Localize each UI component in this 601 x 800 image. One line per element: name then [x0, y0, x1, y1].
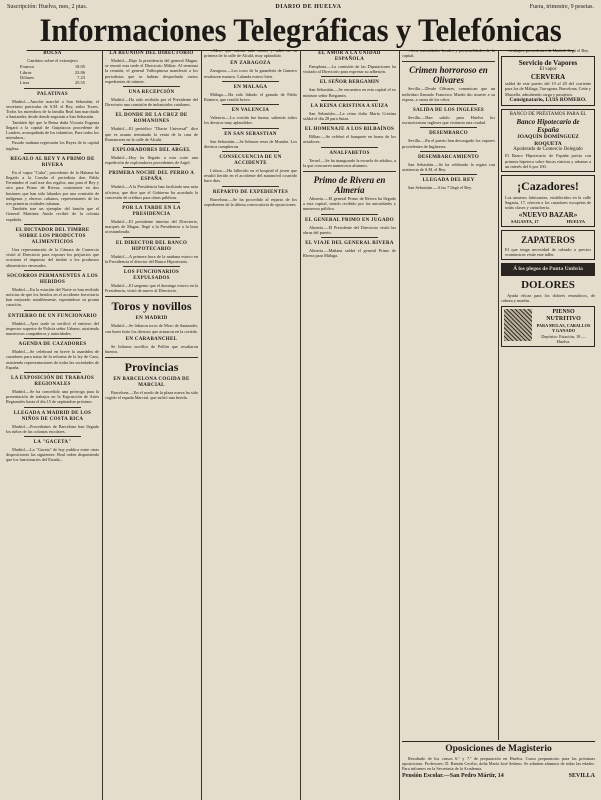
article-text: Madrid.—A primera hora de la mañana estuvo en la Presidencia el director del Banco Hipotecario. — [105, 253, 198, 264]
column-2 — [105, 48, 198, 800]
article-heading: EL HOMENAJE A LOS BILBAÍNOS — [304, 127, 395, 133]
article-heading: DESEMBARCO — [429, 131, 468, 137]
vapores-ad — [501, 56, 595, 106]
oposiciones-text: Resultado de los cursos 6.º y 7.º de preparación en Huelva. Curso preparatorio para las próximas oposiciones. Profesores: D. Ramón Cecilio, doña María José Sedano. Se admiten alumnos de todas las edades. Para informes en la Secretaría de la Academia. — [402, 756, 595, 772]
quarterly-note: Fuera, trimestre, 9 pesetas. — [529, 4, 594, 10]
article-heading: POR LA TARDE EN LA PRESIDENCIA — [122, 206, 181, 218]
article-heading: EL DONDE DE LA CRUZ DE ROMANONES — [115, 113, 188, 125]
article-text: Madrid.—Ha sido recibido por el Presidente del Directorio una comisión de industriales catalanes. — [105, 97, 198, 108]
pienso-sub: PARA MULAS, CABALLOS Y GANADO — [536, 323, 591, 334]
column-1 — [6, 48, 99, 800]
bolsa-heading: BOLSA — [43, 51, 62, 56]
article-text: Una representación de la Cámara de Comercio visitó al Directorio para exponer los perjuicios que ocasiona el impuesto del timbre a los productos alimenticios envasados. — [6, 246, 99, 268]
column-separator — [498, 50, 499, 740]
divider — [420, 127, 477, 128]
article-text: Pamplona.—La comisión de las Diputaciones ha visitado al Directorio para expresar su adhesión. — [303, 64, 396, 75]
article-text: También trae un ejemplar del bastón que el General Martínez Anido recibió de la colonia española. — [6, 206, 99, 222]
article-heading: EL DICTADOR DEL TIMBRE SOBRE LOS PRODUCTOS ALIMENTICIOS — [15, 227, 90, 245]
article-heading: LLEGADA DEL REY — [422, 178, 475, 184]
column-separator — [399, 50, 400, 800]
article-text: San Sebastián.—Se encuentra en esta capital el ex ministro señor Bergamín. — [303, 87, 396, 98]
divider — [222, 104, 279, 105]
article-text: Málaga.—Ha sido lidiado el ganado de Pablo Romero, que resultó bravo. — [204, 91, 297, 103]
zapateros-ad — [501, 230, 595, 260]
article-heading: CONSECUENCIA DE UN ACCIDENTE — [219, 155, 282, 167]
article-text: Barcelona.—Se ha procedido al reparto de los expedientes de la última convocatoria de oposiciones. — [204, 196, 297, 207]
article-text: San Sebastián.—La reina doña María Cristina saldrá el día 28 para Suiza. — [303, 110, 396, 122]
article-heading: AGENDA DE CAZADORES — [18, 342, 87, 348]
article-heading: SOCORROS PERMANENTES A LOS HERIDOS — [6, 273, 98, 285]
article-text: Pasado mañana regresarán los Reyes de la capital inglesa. — [6, 140, 99, 151]
divider — [420, 151, 477, 152]
article-heading: EL AMOR A LA UNIDAD ESPAÑOLA — [318, 51, 381, 62]
toros-subheading: EN MADRID — [135, 316, 168, 322]
article-text: Sevilla.—Desde Olivares, comunican que un individuo llamado Francisco Martín dio muerte a su esposa, a causa de los celos. — [402, 86, 495, 102]
article-heading: LLEGADA A MADRID DE LOS NIÑOS DE COSTA RICA — [13, 410, 92, 422]
column-6 — [501, 48, 595, 740]
article-text: Valencia.—La corrida fue buena, saliendo todos los diestros muy aplaudidos. — [204, 115, 297, 126]
masthead-title: Informaciones Telegráficas y Telefónicas — [27, 14, 575, 51]
divider — [24, 224, 81, 225]
article-text: ...Mero que entran más vacas, y salió en su primera de la calle de Alcalá, muy aplaudido. — [204, 48, 297, 59]
article-text: Bilbao.—Se celebró el banquete en honor de los aviadores. — [303, 134, 396, 145]
article-text: Madrid.—Se ha concedido una prórroga para la presentación de trabajos en la Exposición de Artes Regionales hasta el día 15 de septiembre próximo. — [6, 388, 99, 405]
divider — [24, 338, 81, 339]
bolsa-row: Francos 18.05 — [20, 64, 85, 70]
article-text: Madrid.—Bajo la presidencia del general Magaz, se reunió esta tarde el Directorio Militar. Al terminar la reunión, el general Vallespinosa manifestó a los periodistas que se habían despachado varios expedientes de trámite. — [105, 58, 198, 84]
consignatario: Consignatario, LUIS ROMERO. — [509, 96, 587, 103]
article-text: Sevilla.—En el puerto han descargado los vapores procedentes de Inglaterra. — [402, 138, 495, 149]
column-4 — [303, 48, 396, 800]
newspaper-name: DIARIO DE HUELVA — [275, 4, 342, 10]
column-separator — [102, 50, 103, 800]
vapor-name: CERVERA — [530, 73, 566, 82]
divider — [222, 151, 279, 152]
article-heading: EN CARABANCHEL — [125, 336, 178, 342]
article-text: Barcelona.—En el ruedo de la plaza nueva ha sido cogido el espada Marcial, que sufrió una herida. — [105, 390, 198, 401]
divider — [402, 61, 495, 62]
article-heading: DESEMBARCAMIENTO — [417, 154, 480, 160]
punta-umbria-title: Á los plegos de Punta Umbría — [513, 266, 583, 273]
article-heading: LA "GACETA" — [33, 439, 72, 445]
divider — [24, 310, 81, 311]
pension-label: Pensión Escolar.—San Pedro Mártir, 14 — [402, 772, 504, 779]
pension-city: SEVILLA — [568, 772, 595, 779]
article-text: Zaragoza.—Los toros de la ganadería de Gamero resultaron mansos. Lalanda estuvo bien. — [204, 68, 297, 79]
divider — [24, 372, 81, 373]
provincias-subheading: EN BARCELONA COGIDA DE MARCIAL — [113, 377, 190, 389]
article-text: Se lidiaron novillos de Pellón que resultaron buenos. — [105, 343, 198, 355]
article-heading: PRIMERA NOCHE DEL PERRO A ESPAÑA — [108, 171, 195, 183]
article-heading: LA REUNIÓN DEL DIRECTORIO — [109, 51, 194, 56]
divider — [420, 174, 477, 175]
pienso-title: PIENSO NUTRITIVO — [546, 309, 581, 323]
divider — [24, 407, 81, 408]
vapores-title: Servicio de Vapores — [518, 59, 578, 68]
column-separator — [201, 50, 202, 800]
article-heading: EN VALENCIA — [231, 108, 270, 114]
divider — [420, 104, 477, 105]
oposiciones-title: Oposiciones de Magisterio — [445, 744, 552, 754]
banco-text: El Banco Hipotecario de España presta con primera hipoteca sobre fincas rústicas y urbanas a un interés del 6 por 100. — [505, 153, 591, 169]
article-text: Madrid.—El sargento que el domingo estuvo en la Presidencia, visitó de nuevo al Directorio. — [105, 283, 198, 294]
column-separator — [300, 50, 301, 800]
article-heading: PALATINAS — [37, 91, 68, 97]
bolsa-row: Dólares 7.23 — [20, 75, 85, 81]
toros-heading: Toros y novillos — [111, 299, 192, 314]
article-heading: EL DIRECTOR DEL BANCO HIPOTECARIO — [115, 240, 188, 252]
vapores-sub: El vapor — [539, 67, 557, 73]
divider — [24, 436, 81, 437]
divider — [24, 270, 81, 271]
cazadores-text: Los armeros fabricantes, establecidos en la calle Sagasta, 17, ofrecen a los cazadores escopetas de todas clases y cartuchería. — [505, 194, 591, 211]
article-text: Madrid.—Se lidiaron toros de Moro de Santander, con buen éxito los diestros que actuaron en la corrida. — [105, 323, 198, 334]
column-5 — [402, 48, 495, 740]
zapateros-text: El que tenga necesidad de calzado a precios económicos visite este taller. — [505, 246, 591, 258]
divider — [123, 167, 180, 168]
column-3 — [204, 48, 297, 800]
subscription-note: Suscripción: Huelva, mes, 2 ptas. — [7, 4, 88, 10]
article-heading: EN MALAGA — [233, 84, 268, 90]
article-text: Sevilla.—Han salido para Huelva los excursionistas ingleses que visitaron esta ciudad. — [402, 115, 495, 126]
bazar-title: «NUEVO BAZAR» — [518, 210, 578, 219]
pienso-text: Depósito: Estación, 18 — Huelva. — [541, 333, 586, 344]
divider — [321, 100, 378, 101]
bazar-address-row: SAGASTA, 17 HUELVA — [511, 218, 585, 224]
cazadores-ad — [501, 175, 595, 227]
article-heading: EL SEÑOR BERGAMIN — [319, 80, 380, 86]
article-text: Madrid.—El presidente interino del Directorio, marqués de Magaz, llegó a la Presidencia a la hora acostumbrada. — [105, 219, 198, 235]
article-heading: LA REINA CRISTINA A SUIZA — [310, 103, 389, 109]
banco-label: BANCO DE PRÉSTAMOS PARA EL — [509, 112, 587, 118]
article-text: San Sebastián.—Se lidiaron reses de Murube. Los diestros cumplieron. — [204, 138, 297, 149]
article-heading: SALIDA DE LOS INGLESES — [413, 108, 484, 114]
vapores-text: saldrá de este puerto del 19 al 20 del corriente para los de Málaga, Tarragona, Barcelona, Cette y Marsella, admitiendo carga y pasajeros. — [505, 81, 591, 97]
divider — [222, 186, 279, 187]
article-heading: EN ZARAGOZA — [230, 61, 271, 67]
article-text: San Sebastián.—A las 7 llegó el Rey. — [408, 185, 472, 191]
article-text: En el vapor "Cuba", procedente de la Habana ha llegado a la Coruña el periodista don Pablo Fernández el cual trae dos regalos, uno para el Rey y otro para Primo de Rivera, consistente en dos bastones que han sido labrados por una comisión de indígenas y obreros cubanos, representantes de las tres primeras ciudades cubanas. — [6, 169, 99, 207]
article-text: Madrid.—Ayer tarde se verificó el entierro del inspector superior de Policía señor Urbano, asistiendo numerosos compañeros y autoridades. — [6, 320, 99, 336]
bolsa-row: Libras 23.86 — [20, 69, 85, 75]
article-text: También fijó que la Reina doña Victoria Eugenia llegará a la capital de Guipúzcoa procedente de Londres, acompañada de los infantitos. Para todos los miembros... — [6, 119, 99, 141]
divider — [123, 144, 180, 145]
divider — [321, 123, 378, 124]
article-heading: REPARTO DE EXPEDIENTES — [212, 189, 289, 195]
article-text: Madrid.—Anoche marchó a San Sebastián, el secretario particular de S.M. el Rey, señor Torres. Todos los miembros de la familia Real han marchado a Santander, desde donde seguirán a San Sebastián. — [6, 98, 99, 120]
divider — [105, 296, 198, 297]
article-heading: ENTIERRO DE UN FUNCIONARIO — [8, 313, 97, 319]
article-text: San Sebastián.—Se ha celebrado la regata con asistencia de S.M. el Rey. — [402, 161, 495, 173]
article-heading: EXPLORADORES DEL ARGEL — [112, 148, 191, 154]
article-heading: EL GENERAL PRIMO EN JUGADO — [305, 217, 394, 223]
zapateros-title: ZAPATEROS — [521, 234, 575, 245]
divider — [222, 81, 279, 82]
oposiciones-ad — [402, 741, 595, 800]
article-text: Madrid.—El periódico "Diario Universal" dice que es asunto terminado la venta de la casa de Romanones en la calle de Alcalá. — [105, 126, 198, 142]
divider — [123, 237, 180, 238]
pienso-ad — [501, 306, 595, 347]
article-text: Almería.—El general Primo de Rivera ha llegado a esta capital, siendo recibido por las autoridades y numeroso público. — [303, 196, 396, 212]
article-heading: LA EXPOSICIÓN DE TRABAJOS REGIONALES — [10, 375, 95, 387]
dolores-text: Ayuda eficaz para los dolores reumáticos, de cabeza y muelas. — [501, 292, 595, 304]
article-text: ...trabajos, procedentes de Madrid, llegó el Rey. — [507, 48, 590, 53]
bolsa-subheading: Cambios sobre el extranjero — [27, 58, 78, 63]
crimen-heading: Crimen horroroso en Olivares — [409, 65, 488, 86]
divider — [24, 153, 81, 154]
article-text: Madrid.—Hoy ha llegado a esta corte una expedición de exploradores procedentes de Argel. — [105, 155, 198, 166]
divider — [24, 88, 81, 89]
provincias-heading: Provincias — [124, 360, 179, 375]
article-text: Madrid.—A la Presidencia han facilitado una nota oficiosa, que dice que el Gobierno ha acordado la concesión de créditos para obras públicas. — [105, 184, 198, 200]
divider — [321, 147, 378, 148]
banco-ad — [501, 109, 595, 172]
divider — [321, 237, 378, 238]
columns-area — [6, 48, 595, 800]
banco-agent: JOAQUÍN DOMÍNGUEZ ROQUETA — [517, 134, 579, 147]
banco-title: Banco Hipotecario de España — [516, 118, 580, 135]
pension-line — [402, 773, 595, 780]
pienso-illustration-icon — [504, 309, 532, 341]
article-text: Madrid.—Se celebrará en breve la asamblea de cazadores para tratar de la reforma de la ley de Caza, asistiendo representaciones de todas las sociedades de España. — [6, 349, 99, 370]
article-text: ...tiva, autoridades locales y personalidades de la capital. — [402, 48, 495, 59]
article-heading: REGALO AL REY Y A PRIMO DE RIVERA — [10, 156, 95, 168]
article-heading: LOS FUNCIONARIOS EXPULSADOS — [123, 270, 180, 282]
cazadores-title: ¡Cazadores! — [517, 178, 579, 193]
article-text: Madrid.—En la estación del Norte se han recibido noticias de que los heridos en el accidente ferroviario han mejorado notablemente, esperándose su pronta curación. — [6, 286, 99, 308]
article-text: Madrid.—La "Gaceta" de hoy publica entre otras disposiciones las siguientes: Real orden disponiendo que los funcionarios del Estado... — [6, 446, 99, 463]
divider — [105, 357, 198, 358]
divider — [123, 202, 180, 203]
divider — [123, 86, 180, 87]
article-text: Almería.—Mañana saldrá el general Primo de Rivera para Málaga. — [303, 248, 396, 259]
article-heading: ANALFABETOS — [329, 150, 370, 156]
banco-agent-sub: Apoderado de Comercio Delegado — [513, 147, 583, 153]
divider — [123, 266, 180, 267]
divider — [123, 109, 180, 110]
punta-umbria-ad — [501, 263, 595, 276]
article-text: Almería.—El Presidente del Directorio visitó las obras del puerto. — [303, 224, 396, 235]
header-strip — [6, 4, 595, 13]
article-heading: UNA RECEPCIÓN — [128, 90, 175, 96]
article-text: Teruel.—Se ha inaugurado la escuela de adultos, a la que concurren numerosos alumnos. — [303, 157, 396, 168]
divider — [222, 128, 279, 129]
almeria-heading: Primo de Rivera en Almería — [313, 175, 386, 196]
divider — [321, 76, 378, 77]
dolores-title: DOLORES — [521, 278, 575, 291]
divider — [321, 214, 378, 215]
bolsa-row: Liras 25.55 — [20, 80, 85, 86]
article-heading: EN SAN SEBASTIAN — [224, 131, 277, 137]
article-text: Madrid.—Procedentes de Barcelona han llegado los niños de las colonias escolares. — [6, 423, 99, 434]
article-heading: EL VIAJE DEL GENERAL RIVERA — [305, 241, 394, 247]
article-text: Lisboa.—Ha fallecido en el hospital el joven que resultó herido en el accidente del automóvil ocurrido hace días. — [204, 168, 297, 184]
divider — [303, 171, 396, 172]
